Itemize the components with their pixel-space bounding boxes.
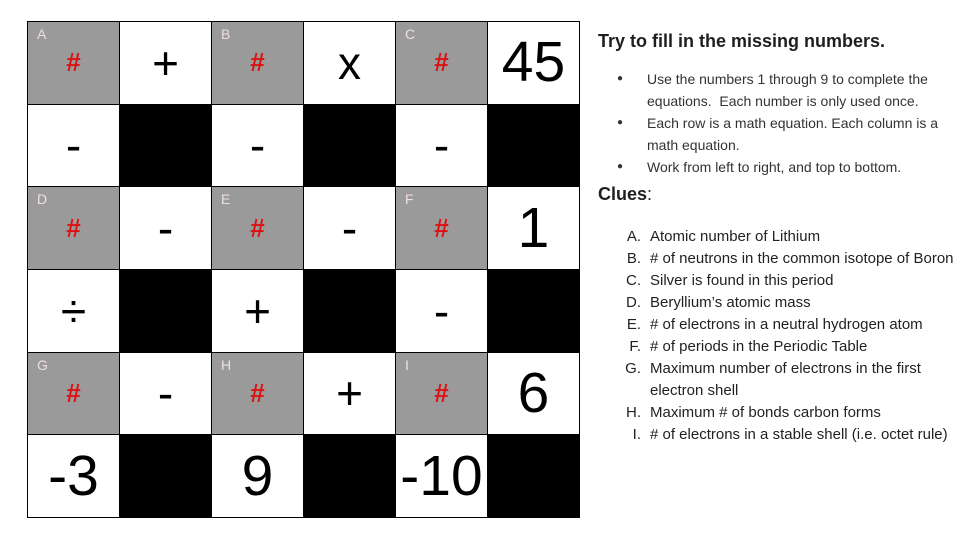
clue-item — [598, 336, 954, 358]
operator-cell — [304, 187, 395, 269]
clue-text: Maximum # of bonds carbon forms — [650, 404, 881, 421]
operator-symbol: + — [244, 284, 271, 337]
operator-cell — [396, 270, 487, 352]
cell-letter: I — [405, 356, 409, 373]
clue-cell-c[interactable] — [396, 22, 487, 104]
missing-number-hash: # — [250, 212, 265, 243]
instruction-text: Work from left to right, and top to bottom. — [647, 159, 902, 175]
clue-item — [598, 226, 954, 248]
clue-text: # of electrons in a stable shell (i.e. octet rule) — [650, 426, 948, 443]
blocked-cell — [488, 105, 579, 187]
clue-text: # of electrons in a neutral hydrogen atom — [650, 316, 923, 333]
clues-list — [598, 226, 954, 446]
clues-heading-text: Clues — [598, 184, 648, 204]
result-cell — [212, 435, 303, 517]
clue-cell-h[interactable] — [212, 353, 303, 435]
result-number: 9 — [241, 443, 274, 508]
instructions-list — [598, 68, 954, 178]
missing-number-hash: # — [66, 377, 81, 408]
result-number: 45 — [501, 30, 566, 95]
clue-letter: E. — [626, 316, 641, 333]
clue-cell-f[interactable] — [396, 187, 487, 269]
clue-item — [598, 248, 954, 270]
operator-cell — [212, 270, 303, 352]
clue-letter: B. — [626, 250, 641, 267]
clue-text: Beryllium’s atomic mass — [650, 294, 811, 311]
clue-letter: C. — [626, 272, 641, 289]
clue-item — [598, 292, 954, 314]
operator-cell — [396, 105, 487, 187]
blocked-cell — [304, 270, 395, 352]
clue-letter: D. — [626, 294, 641, 311]
clue-cell-d[interactable] — [28, 187, 119, 269]
cell-letter: H — [221, 356, 232, 373]
operator-cell — [28, 270, 119, 352]
puzzle-grid — [27, 21, 580, 518]
clue-item — [598, 270, 954, 292]
instruction-bullet — [598, 112, 954, 156]
clue-letter: A. — [626, 228, 641, 245]
cell-letter: G — [37, 356, 48, 373]
instructions-panel — [598, 31, 954, 446]
result-cell — [488, 187, 579, 269]
missing-number-hash: # — [434, 47, 449, 78]
operator-cell — [120, 187, 211, 269]
clue-item — [598, 358, 954, 402]
clue-item — [598, 424, 954, 446]
instruction-bullet — [598, 156, 954, 178]
result-number: 1 — [517, 195, 550, 260]
clue-text: Silver is found in this period — [650, 272, 834, 289]
bullet-icon: ● — [617, 161, 624, 172]
clue-item — [598, 402, 954, 424]
blocked-cell — [120, 270, 211, 352]
cell-letter: D — [37, 191, 48, 208]
clue-cell-i[interactable] — [396, 353, 487, 435]
missing-number-hash: # — [434, 212, 449, 243]
blocked-cell — [304, 435, 395, 517]
operator-symbol: x — [338, 36, 361, 89]
blocked-cell — [488, 435, 579, 517]
missing-number-hash: # — [66, 47, 81, 78]
clue-text: Maximum number of electrons in the first electron shell — [650, 360, 921, 399]
clue-text: Atomic number of Lithium — [650, 228, 821, 245]
clue-cell-e[interactable] — [212, 187, 303, 269]
operator-cell — [28, 105, 119, 187]
operator-symbol: - — [157, 202, 174, 255]
missing-number-hash: # — [250, 47, 265, 78]
result-cell — [28, 435, 119, 517]
clue-cell-b[interactable] — [212, 22, 303, 104]
operator-cell — [120, 22, 211, 104]
operator-symbol: - — [157, 367, 174, 420]
cell-letter: F — [405, 191, 414, 208]
clue-text: # of neutrons in the common isotope of Boron — [650, 250, 954, 267]
result-number: -10 — [400, 443, 483, 508]
operator-cell — [212, 105, 303, 187]
operator-symbol: - — [433, 119, 450, 172]
operator-symbol: + — [152, 36, 179, 89]
operator-cell — [120, 353, 211, 435]
result-number: 6 — [517, 360, 550, 425]
operator-symbol: - — [249, 119, 266, 172]
bullet-icon: ● — [617, 117, 624, 128]
result-cell — [396, 435, 487, 517]
instruction-text: Each row is a math equation. Each column is a math equation. — [647, 115, 942, 153]
cell-letter: C — [405, 26, 416, 42]
cell-letter: B — [221, 26, 231, 42]
cell-letter: E — [221, 191, 231, 208]
operator-symbol: - — [433, 284, 450, 337]
blocked-cell — [120, 105, 211, 187]
result-number: -3 — [48, 443, 99, 508]
operator-symbol: + — [336, 367, 363, 420]
operator-symbol: - — [341, 202, 358, 255]
clue-letter: I. — [632, 426, 641, 443]
operator-symbol: ÷ — [60, 284, 87, 337]
instruction-bullet — [598, 68, 954, 112]
operator-cell — [304, 353, 395, 435]
clue-letter: H. — [626, 404, 641, 421]
bullet-icon: ● — [617, 73, 624, 84]
clues-heading — [598, 183, 954, 205]
result-cell — [488, 22, 579, 104]
result-cell — [488, 353, 579, 435]
clue-cell-g[interactable] — [28, 353, 119, 435]
clues-heading-colon: : — [647, 184, 653, 204]
clue-letter: G. — [625, 360, 641, 377]
blocked-cell — [304, 105, 395, 187]
blocked-cell — [488, 270, 579, 352]
instructions-title: Try to fill in the missing numbers. — [598, 31, 886, 51]
missing-number-hash: # — [66, 212, 81, 243]
operator-symbol: - — [65, 119, 82, 172]
operator-cell — [304, 22, 395, 104]
cell-letter: A — [37, 26, 47, 42]
clue-item — [598, 314, 954, 336]
blocked-cell — [120, 435, 211, 517]
clue-cell-a[interactable] — [28, 22, 119, 104]
clue-letter: F. — [629, 338, 641, 355]
clue-text: # of periods in the Periodic Table — [650, 338, 868, 355]
instruction-text: Use the numbers 1 through 9 to complete the equations. Each number is only used once. — [647, 71, 932, 109]
missing-number-hash: # — [434, 377, 449, 408]
missing-number-hash: # — [250, 377, 265, 408]
